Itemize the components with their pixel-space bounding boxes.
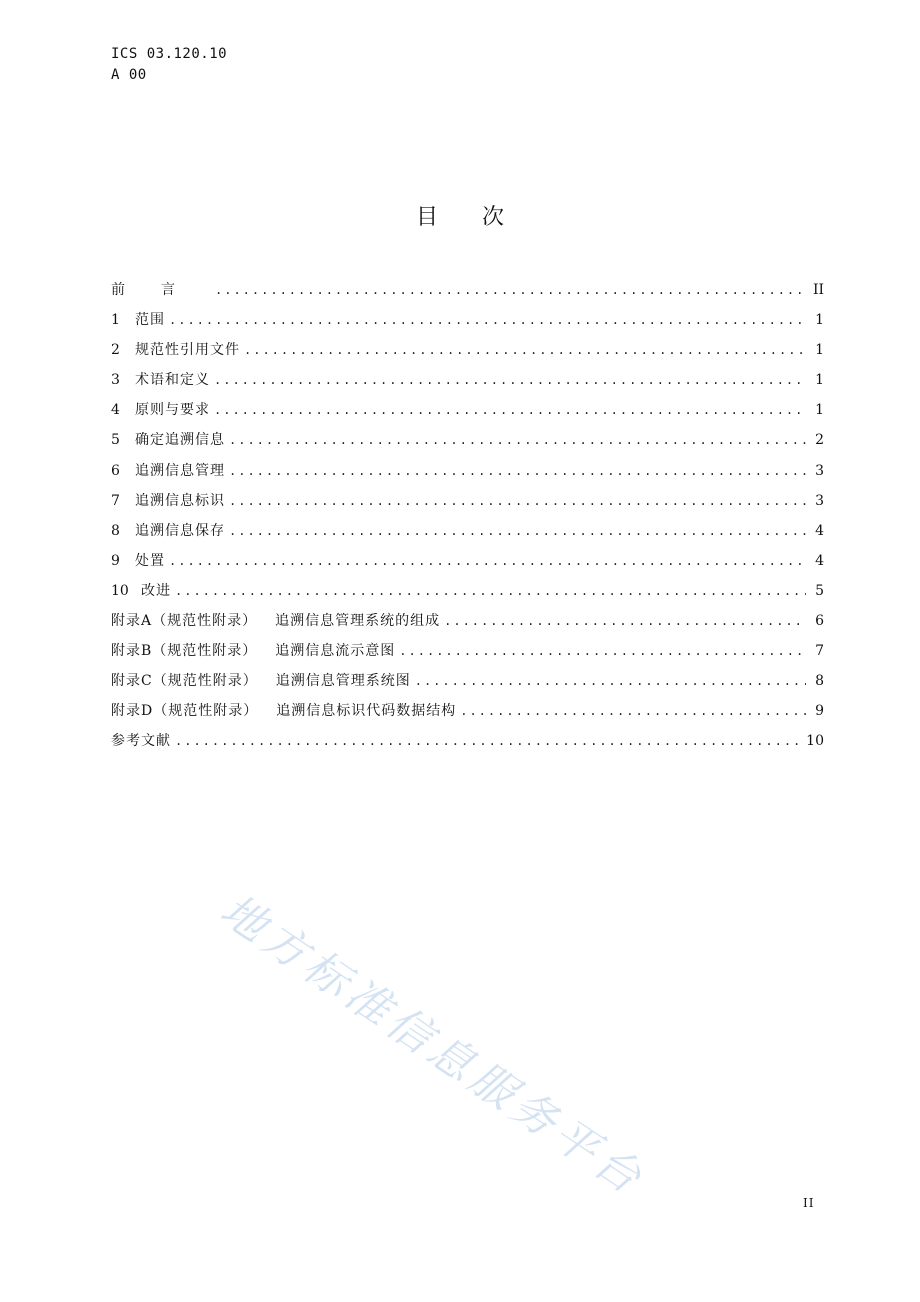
toc-leader-dots bbox=[169, 305, 806, 335]
toc-leader-dots bbox=[444, 606, 806, 636]
toc-entry-appendix-c[interactable] bbox=[111, 666, 824, 696]
toc-leader-dots bbox=[229, 425, 806, 455]
toc-entry-label: 规范性引用文件 bbox=[135, 342, 240, 359]
toc-entry-label: 改进 bbox=[141, 582, 171, 599]
toc-entry-label: 原则与要求 bbox=[135, 402, 210, 419]
toc-entry-label: 处置 bbox=[135, 552, 165, 569]
toc-entry-label: 追溯信息标识代码数据结构 bbox=[276, 703, 457, 720]
toc-entry-page: II bbox=[812, 282, 824, 298]
toc-entry-label: 前言 bbox=[111, 282, 211, 298]
toc-entry-disposal[interactable] bbox=[111, 546, 824, 576]
toc-leader-dots bbox=[214, 365, 806, 395]
toc-entry-number: 5 bbox=[111, 432, 120, 449]
toc-entry-label: 追溯信息管理系统图 bbox=[275, 673, 411, 690]
toc-entry-appendix-d[interactable] bbox=[111, 696, 824, 726]
toc-entry-page: 1 bbox=[815, 402, 824, 419]
toc-entry-page: 1 bbox=[815, 372, 824, 389]
ics-code: ICS 03.120.10 bbox=[111, 46, 228, 62]
toc-entry-number: 附录B（规范性附录） bbox=[111, 643, 258, 660]
toc-entry-label: 确定追溯信息 bbox=[135, 432, 225, 449]
toc-leader-dots bbox=[415, 666, 806, 696]
toc-entry-normative-references[interactable] bbox=[111, 335, 824, 365]
toc-entry-page: 4 bbox=[815, 552, 824, 569]
toc-entry-page: 7 bbox=[815, 643, 824, 660]
toc-entry-number: 附录D（规范性附录） bbox=[111, 703, 259, 720]
toc-entry-label: 范围 bbox=[135, 312, 165, 329]
toc-leader-dots bbox=[229, 486, 806, 516]
toc-entry-label: 追溯信息标识 bbox=[135, 492, 225, 509]
toc-entry-page: 4 bbox=[815, 522, 824, 539]
toc-entry-page: 6 bbox=[815, 613, 824, 630]
toc-leader-dots bbox=[215, 275, 806, 305]
toc-entry-label: 追溯信息保存 bbox=[135, 522, 225, 539]
toc-entry-number: 3 bbox=[111, 372, 120, 389]
toc-leader-dots bbox=[169, 546, 806, 576]
page-title: 目次 bbox=[415, 205, 548, 230]
toc-entry-number: 附录A（规范性附录） bbox=[111, 613, 258, 630]
toc-leader-dots bbox=[244, 335, 806, 365]
toc-entry-info-storage[interactable] bbox=[111, 516, 824, 546]
toc-entry-label: 参考文献 bbox=[111, 733, 171, 750]
toc-entry-terms[interactable] bbox=[111, 365, 824, 395]
toc-entry-label: 追溯信息流示意图 bbox=[275, 643, 396, 660]
toc-entry-info-identification[interactable] bbox=[111, 486, 824, 516]
toc-entry-number: 4 bbox=[111, 402, 120, 419]
toc-entry-page: 5 bbox=[815, 582, 824, 599]
toc-leader-dots bbox=[175, 576, 806, 606]
toc-entry-label: 术语和定义 bbox=[135, 372, 210, 389]
toc-entry-principles[interactable] bbox=[111, 395, 824, 425]
toc-entry-page: 1 bbox=[815, 312, 824, 329]
toc-entry-number: 9 bbox=[111, 552, 120, 569]
toc-entry-number: 1 bbox=[111, 312, 120, 329]
toc-entry-page: 3 bbox=[815, 492, 824, 509]
toc-entry-number: 2 bbox=[111, 342, 120, 359]
toc-entry-page: 3 bbox=[815, 462, 824, 479]
toc-leader-dots bbox=[175, 726, 800, 756]
toc-entry-page: 8 bbox=[815, 673, 824, 690]
toc-entry-number: 8 bbox=[111, 522, 120, 539]
toc-leader-dots bbox=[229, 516, 806, 546]
toc-entry-number: 6 bbox=[111, 462, 120, 479]
toc-leader-dots bbox=[214, 395, 806, 425]
toc-entry-scope[interactable] bbox=[111, 305, 824, 335]
toc-entry-foreword[interactable] bbox=[111, 275, 824, 305]
toc-entry-number: 7 bbox=[111, 492, 120, 509]
toc-entry-page: 2 bbox=[815, 432, 824, 449]
toc-leader-dots bbox=[399, 636, 806, 666]
toc-entry-number: 附录C（规范性附录） bbox=[111, 673, 258, 690]
toc-entry-label: 追溯信息管理 bbox=[135, 462, 225, 479]
toc-entry-page: 1 bbox=[815, 342, 824, 359]
toc-entry-improvement[interactable] bbox=[111, 576, 824, 606]
footer-page-number: II bbox=[803, 1196, 815, 1210]
toc-entry-appendix-a[interactable] bbox=[111, 606, 824, 636]
toc-leader-dots bbox=[229, 456, 806, 486]
watermark: 地方标准信息服务平台 bbox=[211, 884, 655, 1207]
toc-entry-determine-info[interactable] bbox=[111, 425, 824, 455]
toc-entry-appendix-b[interactable] bbox=[111, 636, 824, 666]
toc-entry-label: 追溯信息管理系统的组成 bbox=[275, 613, 441, 630]
toc-entry-page: 9 bbox=[815, 703, 824, 720]
toc-entry-bibliography[interactable] bbox=[111, 726, 824, 756]
toc-leader-dots bbox=[460, 696, 806, 726]
toc-entry-page: 10 bbox=[806, 733, 824, 750]
toc-entry-info-management[interactable] bbox=[111, 456, 824, 486]
classification-code: A 00 bbox=[111, 67, 147, 83]
toc-entry-number: 10 bbox=[111, 582, 129, 599]
table-of-contents bbox=[111, 275, 824, 757]
